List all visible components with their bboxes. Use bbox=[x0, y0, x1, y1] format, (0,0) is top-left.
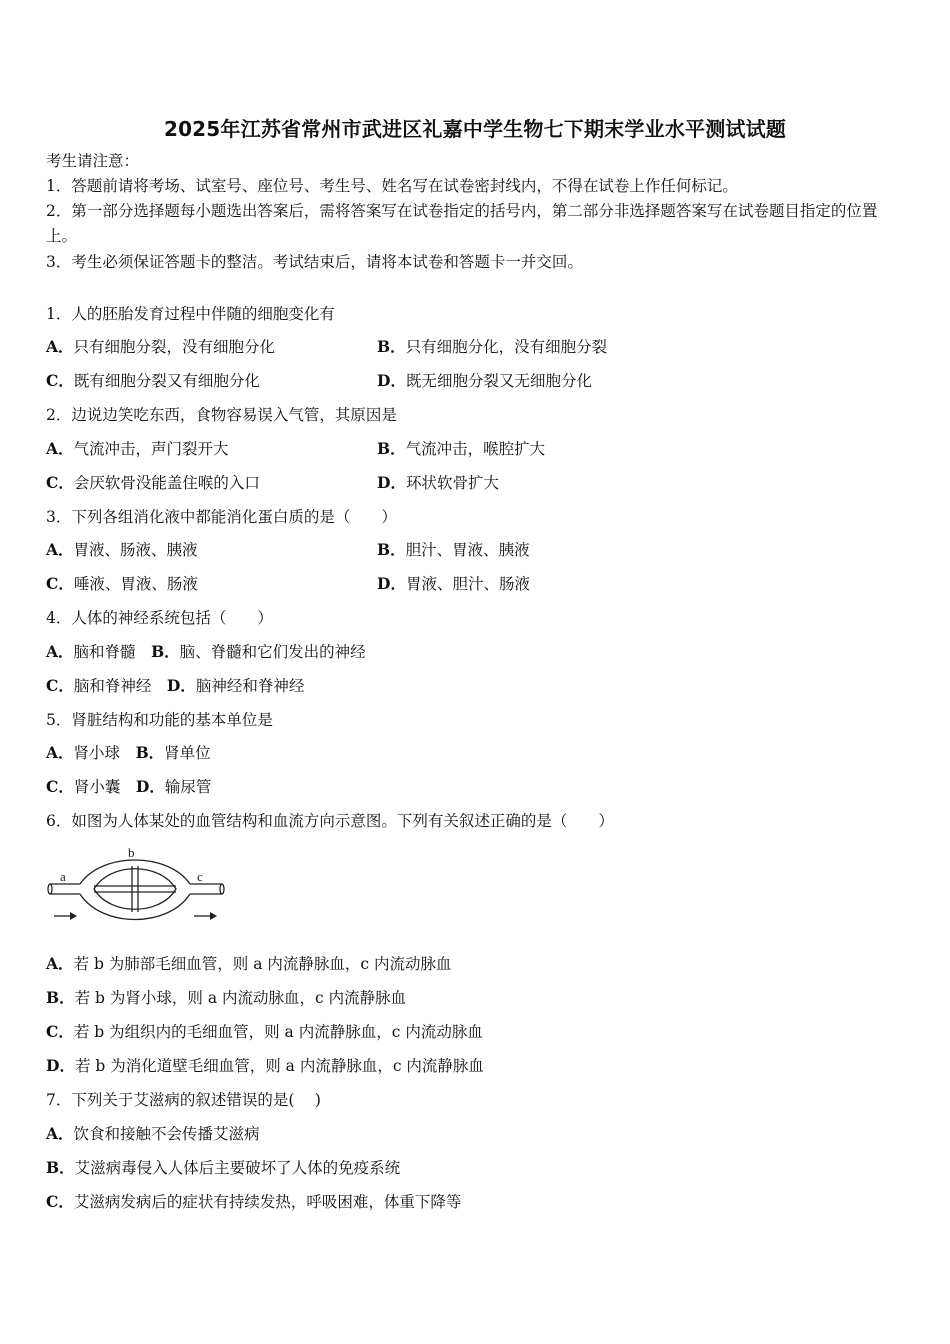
option-letter: D． bbox=[166, 676, 196, 695]
flow-arrow-out-head bbox=[210, 912, 217, 920]
question-1-option-c bbox=[46, 369, 260, 391]
question-2-option-b bbox=[377, 437, 545, 459]
question-6-option-d bbox=[46, 1054, 484, 1076]
question-1-stem: 1．人的胚胎发育过程中伴随的细胞变化有 bbox=[46, 305, 335, 323]
question-7-option-a bbox=[46, 1122, 260, 1144]
option-text: 胃液、肠液、胰液 bbox=[73, 541, 198, 559]
question-6-stem: 6．如图为人体某处的血管结构和血流方向示意图。下列有关叙述正确的是（ ） bbox=[46, 812, 614, 830]
option-text: 气流冲击，喉腔扩大 bbox=[405, 440, 546, 458]
option-text: 艾滋病毒侵入人体后主要破坏了人体的免疫系统 bbox=[74, 1159, 401, 1177]
question-6-option-a bbox=[46, 952, 452, 974]
option-text: 唾液、胃液、肠液 bbox=[73, 575, 198, 593]
question-6-option-c bbox=[46, 1020, 483, 1042]
capillary-outer-top bbox=[80, 860, 190, 884]
option-text: 若 b 为肾小球，则 a 内流动脉血，c 内流静脉血 bbox=[74, 989, 407, 1007]
option-text: 肾小囊 bbox=[73, 778, 121, 796]
capillary-inner-loop bbox=[94, 869, 176, 910]
vessel-c-end bbox=[220, 884, 224, 894]
option-letter: A． bbox=[46, 1124, 74, 1143]
option-letter: D． bbox=[377, 371, 406, 390]
question-1-option-b bbox=[377, 335, 607, 357]
option-text: 脑、脊髓和它们发出的神经 bbox=[179, 643, 366, 661]
question-3-stem: 3．下列各组消化液中都能消化蛋白质的是（ ） bbox=[46, 508, 397, 526]
option-letter: B． bbox=[377, 337, 406, 356]
notice-item-2: 2．第一部分选择题每小题选出答案后，需将答案写在试卷指定的括号内，第二部分非选择题答案写在试卷题目指定的位置上。 bbox=[46, 202, 878, 245]
option-letter: A． bbox=[46, 743, 74, 762]
option-letter: A． bbox=[46, 954, 74, 973]
option-text: 环状软骨扩大 bbox=[405, 474, 499, 492]
option-text: 输尿管 bbox=[164, 778, 212, 796]
option-letter: A． bbox=[46, 337, 74, 356]
option-text: 艾滋病发病后的症状有持续发热，呼吸困难，体重下降等 bbox=[73, 1193, 462, 1211]
exam-title: 2025年江苏省常州市武进区礼嘉中学生物七下期末学业水平测试试题 bbox=[163, 117, 787, 141]
option-letter: C． bbox=[46, 777, 74, 796]
option-letter: C． bbox=[46, 574, 74, 593]
question-2-option-a bbox=[46, 437, 229, 459]
question-7-option-b bbox=[46, 1156, 400, 1178]
option-letter: D． bbox=[377, 473, 406, 492]
question-7-option-c bbox=[46, 1190, 461, 1212]
option-letter: D． bbox=[377, 574, 406, 593]
question-1-option-a bbox=[46, 335, 275, 357]
notice-heading: 考生请注意： bbox=[46, 152, 140, 170]
label-a: a bbox=[60, 869, 66, 884]
label-c: c bbox=[197, 869, 203, 884]
question-3-option-c bbox=[46, 572, 198, 594]
option-letter: B． bbox=[151, 642, 180, 661]
question-2-stem: 2．边说边笑吃东西，食物容易误入气管，其原因是 bbox=[46, 406, 397, 424]
option-letter: B． bbox=[377, 439, 406, 458]
option-text: 脑神经和脊神经 bbox=[195, 677, 305, 695]
option-letter: C． bbox=[46, 676, 74, 695]
notice-item-1: 1．答题前请将考场、试室号、座位号、考生号、姓名写在试卷密封线内，不得在试卷上作任何标记。 bbox=[46, 177, 738, 195]
option-text: 若 b 为消化道壁毛细血管，则 a 内流静脉血，c 内流静脉血 bbox=[74, 1057, 484, 1075]
option-text: 脑和脊髓 bbox=[73, 643, 136, 661]
question-6-option-b bbox=[46, 986, 406, 1008]
option-letter: D． bbox=[135, 777, 165, 796]
option-text: 肾小球 bbox=[73, 744, 121, 762]
option-text: 脑和脊神经 bbox=[73, 677, 152, 695]
question-4-options-ab bbox=[46, 640, 366, 662]
question-5-stem: 5．肾脏结构和功能的基本单位是 bbox=[46, 711, 273, 729]
option-text: 气流冲击，声门裂开大 bbox=[73, 440, 229, 458]
option-text: 胆汁、胃液、胰液 bbox=[405, 541, 530, 559]
option-letter: D． bbox=[46, 1056, 75, 1075]
question-3-option-b bbox=[377, 538, 530, 560]
notice-item-3: 3．考生必须保证答题卡的整洁。考试结束后，请将本试卷和答题卡一并交回。 bbox=[46, 253, 583, 271]
option-letter: C． bbox=[46, 1022, 74, 1041]
option-text: 饮食和接触不会传播艾滋病 bbox=[73, 1125, 260, 1143]
option-text: 若 b 为组织内的毛细血管，则 a 内流静脉血，c 内流动脉血 bbox=[73, 1023, 483, 1041]
option-text: 若 b 为肺部毛细血管，则 a 内流静脉血，c 内流动脉血 bbox=[73, 955, 452, 973]
question-1-option-d bbox=[377, 369, 592, 391]
question-3-option-d bbox=[377, 572, 530, 594]
question-5-options-cd bbox=[46, 775, 211, 797]
question-7-stem: 7．下列关于艾滋病的叙述错误的是( ) bbox=[46, 1091, 321, 1109]
option-text: 胃液、胆汁、肠液 bbox=[405, 575, 530, 593]
question-3-option-a bbox=[46, 538, 198, 560]
label-b: b bbox=[128, 845, 135, 860]
option-letter: A． bbox=[46, 439, 74, 458]
option-text: 只有细胞分裂，没有细胞分化 bbox=[73, 338, 276, 356]
question-4-options-cd bbox=[46, 674, 304, 696]
option-text: 既有细胞分裂又有细胞分化 bbox=[73, 372, 260, 390]
option-letter: B． bbox=[135, 743, 165, 762]
option-letter: C． bbox=[46, 473, 74, 492]
option-text: 只有细胞分化，没有细胞分裂 bbox=[405, 338, 608, 356]
capillary-outer-bottom bbox=[80, 894, 190, 920]
option-letter: B． bbox=[46, 1158, 75, 1177]
question-4-stem: 4．人体的神经系统包括（ ） bbox=[46, 609, 273, 627]
option-letter: B． bbox=[377, 540, 406, 559]
question-2-option-d bbox=[377, 471, 499, 493]
option-letter: C． bbox=[46, 1192, 74, 1211]
option-letter: A． bbox=[46, 540, 74, 559]
vessel-a-end bbox=[48, 884, 52, 894]
option-letter: C． bbox=[46, 371, 74, 390]
question-5-options-ab bbox=[46, 741, 211, 763]
option-letter: A． bbox=[46, 642, 74, 661]
blood-vessel-diagram bbox=[44, 844, 229, 926]
option-letter: B． bbox=[46, 988, 75, 1007]
option-text: 会厌软骨没能盖住喉的入口 bbox=[73, 474, 260, 492]
question-2-option-c bbox=[46, 471, 260, 493]
option-text: 既无细胞分裂又无细胞分化 bbox=[405, 372, 592, 390]
flow-arrow-in-head bbox=[70, 912, 77, 920]
option-text: 肾单位 bbox=[164, 744, 211, 762]
